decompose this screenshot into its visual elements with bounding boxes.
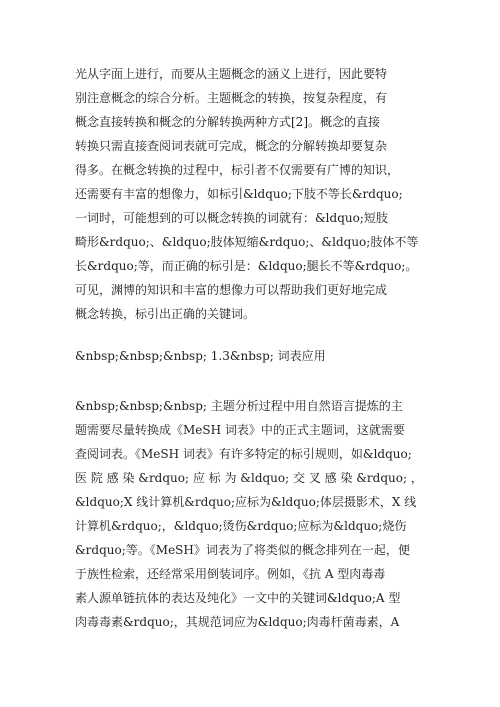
paragraph1-line-7: 一词时，可能想到的可以概念转换的词就有：&ldquo;短肢 [75,211,388,225]
paragraph2-line-4: 医 院 感 染 &rdquo; 应 标 为 &ldquo; 交 叉 感 染 &rdquo; ， [75,471,423,485]
paragraph1-line-6: 还需要有丰富的想像力，如标引&ldquo;下肢不等长&rdquo; [75,187,403,201]
paragraph1-line-3: 概念直接转换和概念的分解转换两种方式[2]。概念的直接 [75,115,381,129]
paragraph1-line-2: 别注意概念的综合分析。主题概念的转换，按复杂程度，有 [75,91,388,105]
paragraph2-line-1: &nbsp;&nbsp;&nbsp; 主题分析过程中用自然语言提炼的主 [75,399,403,413]
paragraph1-line-10: 可见，渊博的知识和丰富的想像力可以帮助我们更好地完成 [75,283,388,297]
paragraph2-line-8: 于族性检索，还经常采用倒装词序。例如，《抗 A 型肉毒毒 [75,567,386,581]
section-heading: &nbsp;&nbsp;&nbsp; 1.3&nbsp; 词表应用 [75,349,326,363]
paragraph1-line-4: 转换只需直接查阅词表就可完成，概念的分解转换却要复杂 [75,139,388,153]
paragraph2-line-6: 计算机&rdquo;，&ldquo;烫伤&rdquo;应标为&ldquo;烧伤 [75,519,407,533]
paragraph2-line-7: &rdquo;等。《MeSH》词表为了将类似的概念排列在一起，便 [75,543,410,557]
paragraph1-line-9: 长&rdquo;等，而正确的标引是：&ldquo;腿长不等&rdquo;。 [75,259,418,273]
paragraph1-line-8: 畸形&rdquo;、&ldquo;肢体短缩&rdquo;、&ldquo;肢体不等 [75,235,419,249]
paragraph2-line-2: 题需要尽量转换成《MeSH 词表》中的正式主题词，这就需要 [75,423,405,437]
paragraph2-line-10: 肉毒毒素&rdquo;，其规范词应为&ldquo;肉毒杆菌毒素，A [75,615,400,629]
paragraph2-line-9: 素人源单链抗体的表达及纯化》一文中的关键词&ldquo;A 型 [75,591,401,605]
paragraph1-line-5: 得多。在概念转换的过程中，标引者不仅需要有广博的知识， [75,163,400,177]
paragraph1-line-11: 概念转换，标引出正确的关键词。 [75,307,256,321]
paragraph1-line-1: 光从字面上进行，而要从主题概念的涵义上进行，因此要特 [75,67,388,81]
paragraph2-line-3: 查阅词表。《MeSH 词表》有许多特定的标引规则，如&ldquo; [75,447,412,461]
paragraph2-line-5: &ldquo;X 线计算机&rdquo;应标为&ldquo;体层摄影术，X 线 [75,495,417,509]
